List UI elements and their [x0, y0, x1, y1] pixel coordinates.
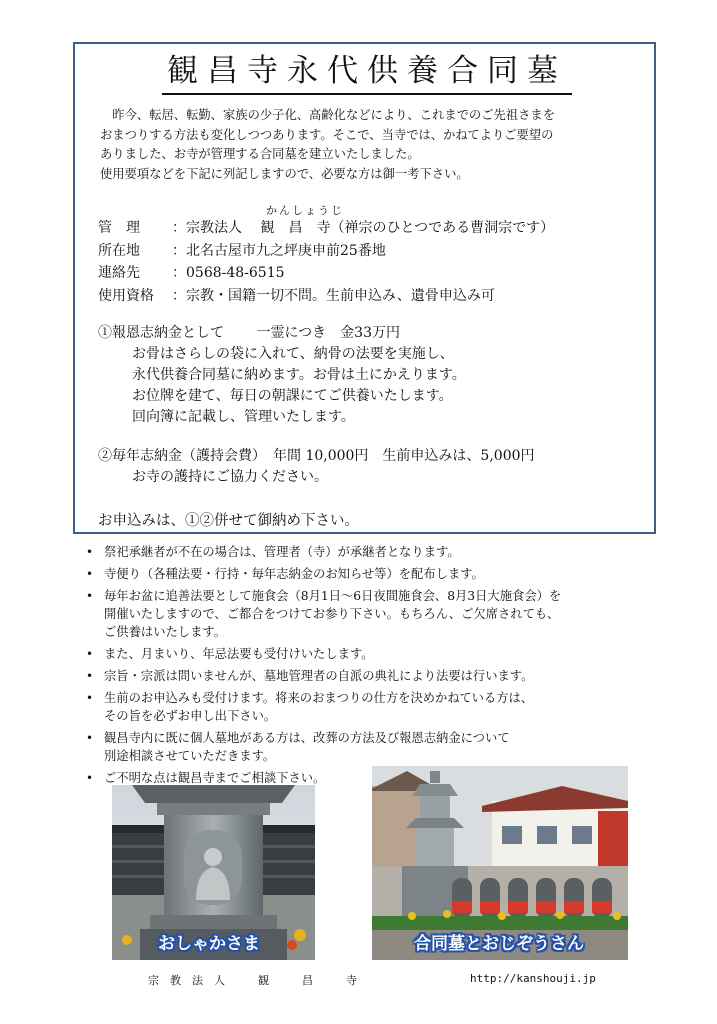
intro-paragraph	[100, 106, 645, 184]
info-label: 所在地	[98, 243, 140, 259]
info-label: 使用資格	[98, 288, 154, 304]
intro-line: おまつりする方法も変化しつつあります。そこで、当寺では、かねてよりご要望の	[100, 127, 554, 142]
section-line: お寺の護持にご協力ください。	[132, 469, 328, 485]
footer-organization: 宗 教 法 人 観 昌 寺	[148, 974, 357, 987]
list-item-text: 寺便り（各種法要・行持・毎年志納金のお知らせ等）を配布します。	[104, 567, 484, 581]
section-heading: ①報恩志納金として 一霊につき 金33万円	[98, 325, 400, 341]
list-item-text: 毎年お盆に追善法要として施食会（8月1日～6日夜間施食会、8月3日大施食会）を 開催いたしますので、ご都合をつけてお参り下さい。もちろん、ご欠席されても、 ご供養はいたします。	[104, 589, 562, 639]
list-item	[84, 667, 684, 685]
list-item	[84, 645, 684, 663]
list-item-text: 観昌寺内に既に個人墓地がある方は、改葬の方法及び報恩志納金について 別途相談させていただきます。	[104, 731, 510, 763]
photo-communal-grave	[372, 766, 628, 960]
section-heading: ②毎年志納金（護持会費） 年間 10,000円 生前申込みは、5,000円	[98, 448, 535, 464]
page-title: 観昌寺永代供養合同墓	[167, 53, 567, 89]
bullet-icon: •	[86, 731, 94, 745]
list-item	[84, 543, 684, 561]
section-annual-fee	[98, 446, 535, 488]
info-qualification	[98, 286, 495, 306]
bullet-icon: •	[86, 647, 94, 661]
intro-line: 昨今、転居、転勤、家族の少子化、高齢化などにより、これまでのご先祖さまを	[100, 108, 555, 122]
photo-caption: おしゃかさま	[158, 934, 260, 954]
list-item-text: また、月まいり、年忌法要も受付けいたします。	[104, 647, 374, 661]
list-item	[84, 689, 684, 725]
section-offering	[98, 323, 466, 428]
info-value: ：0568-48-6515	[172, 265, 285, 281]
list-item	[84, 587, 684, 641]
photo-caption: 合同墓とおじぞうさん	[414, 934, 584, 954]
footer-url[interactable]: http://kanshouji.jp	[470, 972, 596, 985]
list-item-text: ご不明な点は観昌寺までご相談下さい。	[104, 771, 326, 785]
section-line: 永代供養合同墓に納めます。お骨は土にかえります。	[132, 367, 466, 383]
info-value: ：宗教・国籍一切不問。生前申込み、遺骨申込み可	[172, 288, 495, 304]
list-item-text: 祭祀承継者が不在の場合は、管理者（寺）が承継者となります。	[104, 545, 460, 559]
bullet-icon: •	[86, 771, 94, 785]
info-manager	[98, 218, 554, 238]
notes-list	[84, 543, 684, 791]
bullet-icon: •	[86, 545, 94, 559]
list-item	[84, 565, 684, 583]
apply-note: お申込みは、①②併せて御納め下さい。	[98, 513, 359, 529]
list-item-text: 生前のお申込みも受付けます。将来のおまつりの仕方を決めかねている方は、 その旨を必ずお申し出下さい。	[104, 691, 534, 723]
intro-line: 使用要項などを下記に列記しますので、必要な方は御一考下さい。	[100, 166, 469, 181]
bullet-icon: •	[86, 669, 94, 683]
title-underline	[162, 93, 572, 95]
bullet-icon: •	[86, 589, 94, 603]
temple-name-ruby: かんしょうじ	[266, 204, 344, 217]
bullet-icon: •	[86, 691, 94, 705]
photo-oshakasama	[112, 785, 315, 960]
list-item-text: 宗旨・宗派は問いませんが、墓地管理者の自派の典礼により法要は行います。	[104, 669, 534, 683]
section-line: お骨はさらしの袋に入れて、納骨の法要を実施し、	[132, 346, 454, 362]
info-label: 連絡先	[98, 265, 140, 281]
info-label: 管 理	[98, 220, 140, 236]
info-value: ：宗教法人 観 昌 寺（禅宗のひとつである曹洞宗です）	[172, 220, 555, 236]
info-value: ：北名古屋市九之坪庚申前25番地	[172, 243, 386, 259]
intro-line: ありました、お寺が管理する合同墓を建立いたしました。	[100, 147, 420, 161]
section-line: 回向簿に記載し、管理いたします。	[132, 409, 355, 425]
bullet-icon: •	[86, 567, 94, 581]
info-address	[98, 241, 386, 261]
info-contact	[98, 263, 285, 283]
list-item	[84, 729, 684, 765]
section-line: お位牌を建て、毎日の朝課にてご供養いたします。	[132, 388, 453, 404]
